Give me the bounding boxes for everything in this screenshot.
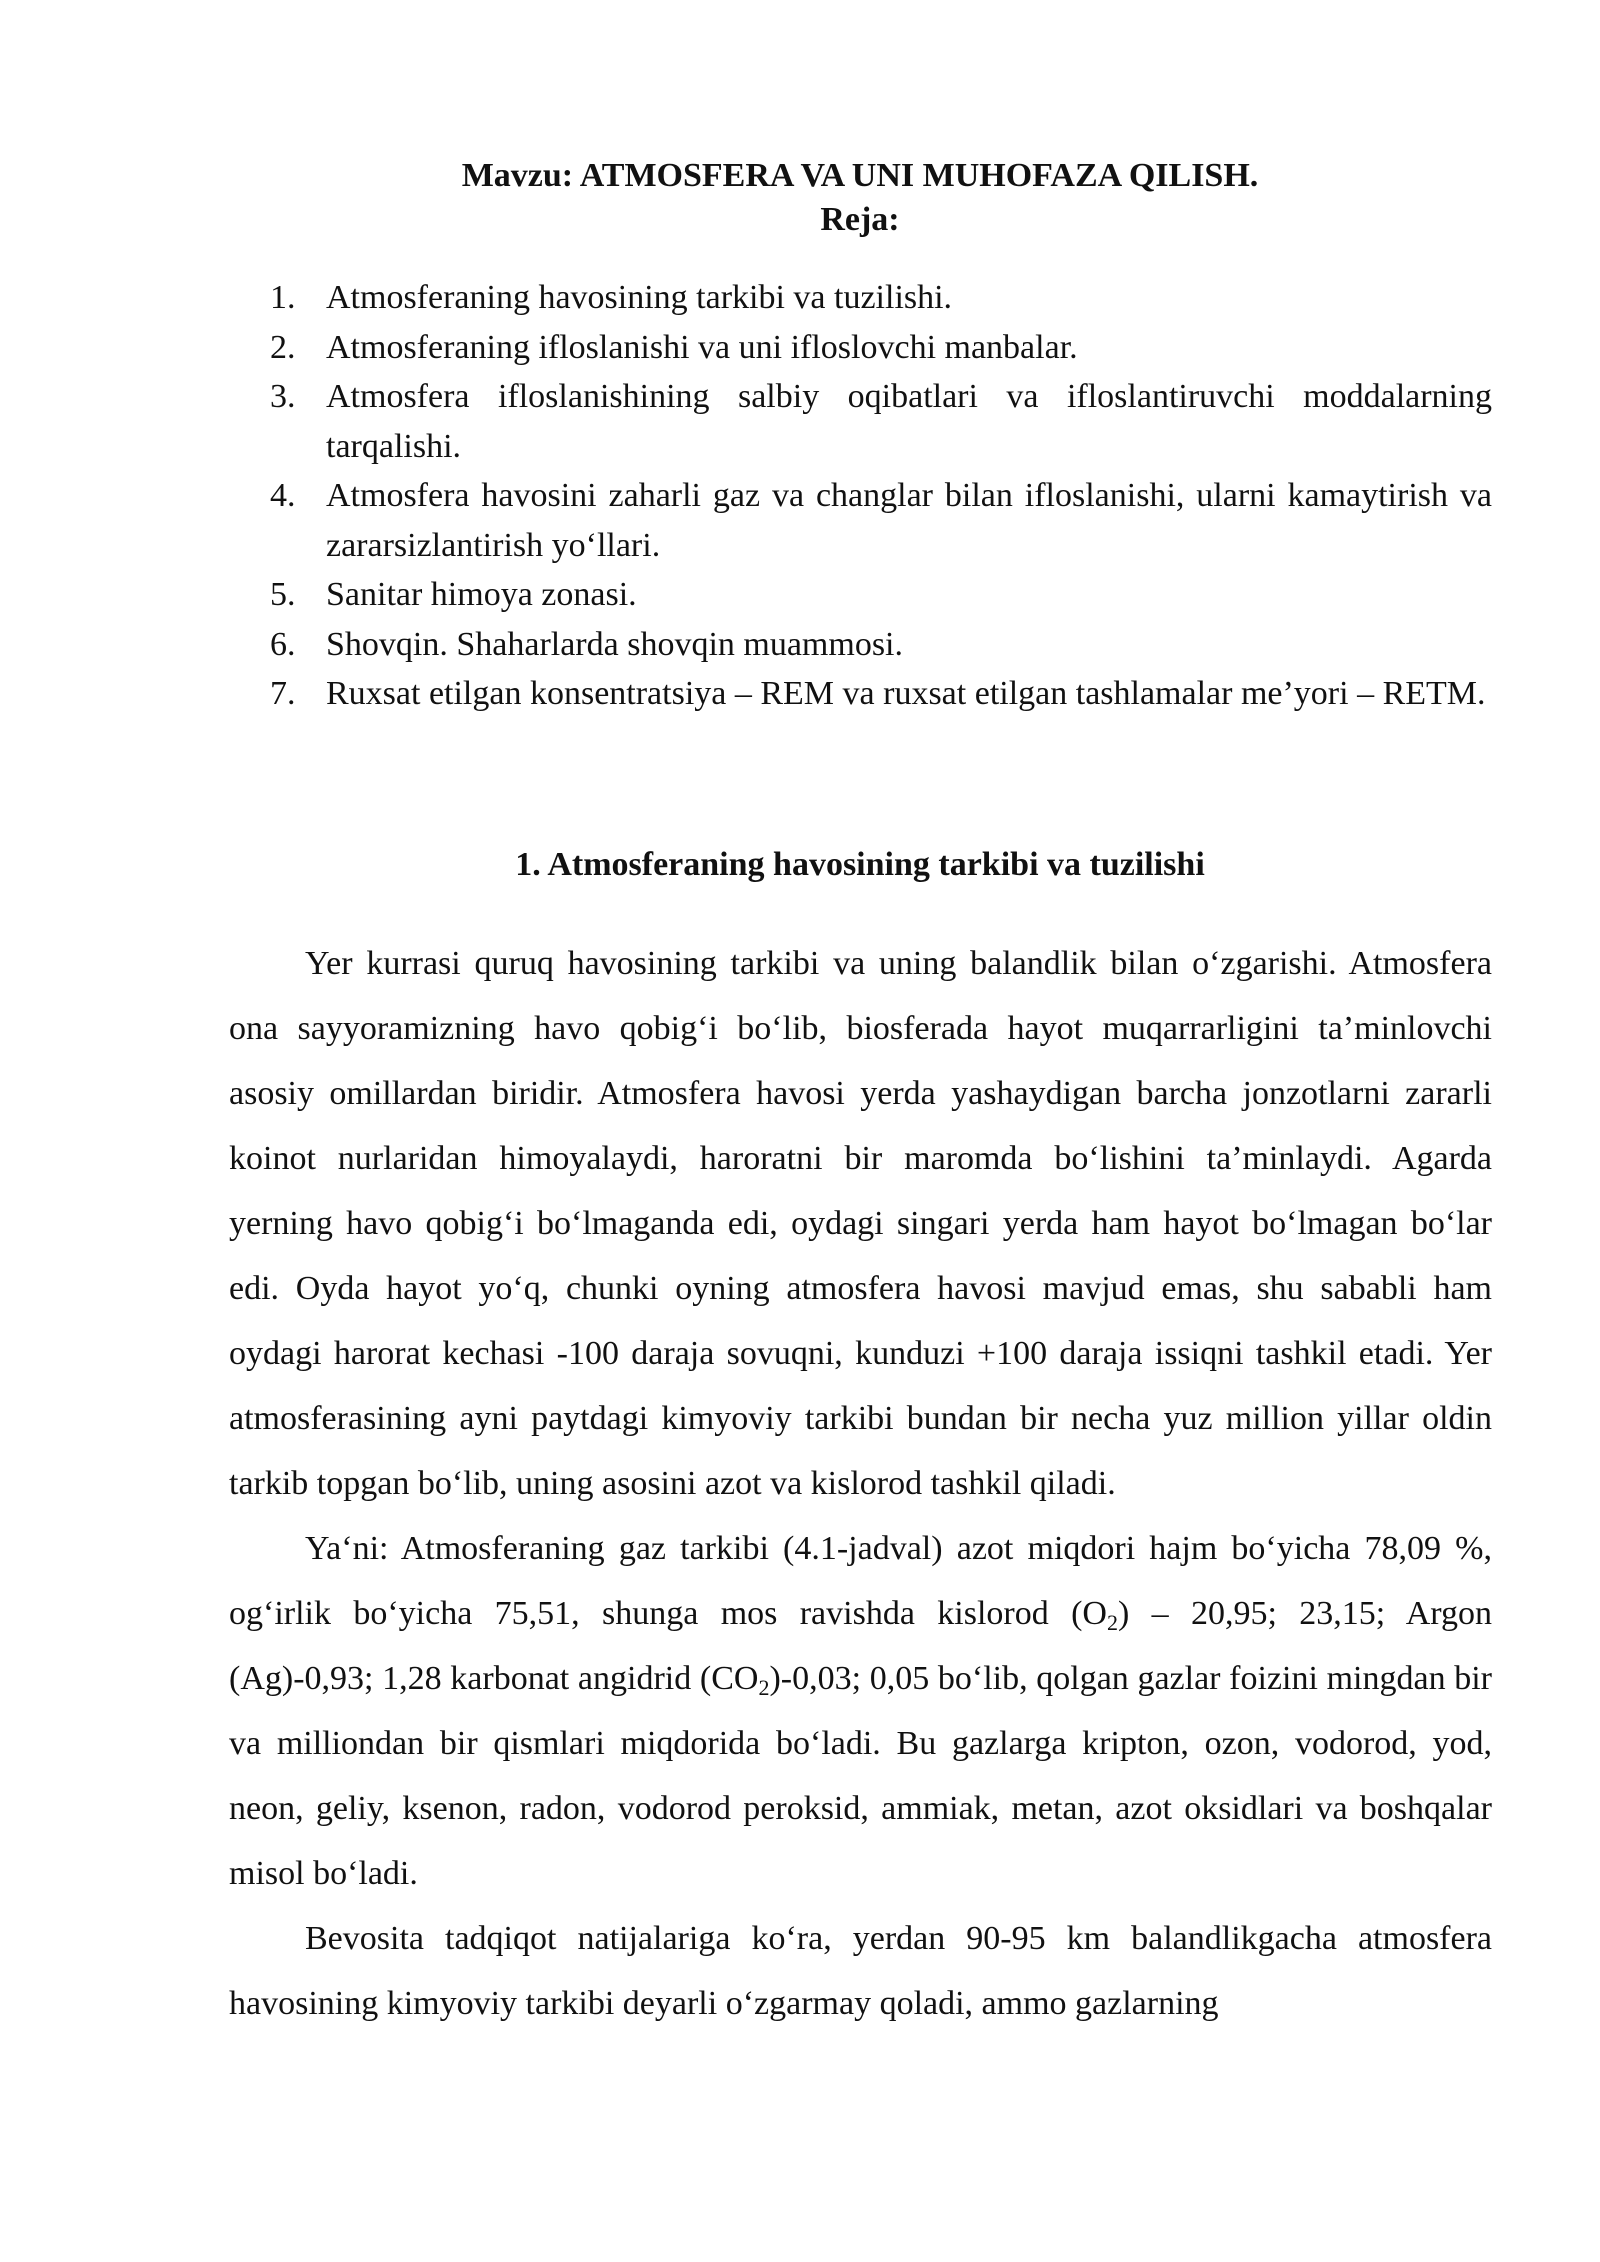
plan-list: [270, 273, 1492, 719]
paragraph-2-text: )-0,03; 0,05 bo‘lib, qolgan gazlar foizini mingdan bir va milliondan bir qismlari miqdorida bo‘ladi. Bu gazlarga kripton, ozon, vodorod, yod, neon, geliy, ksenon, radon, vodorod peroksid, ammiak, metan, azot oksidlari va boshqalar misol bo‘ladi.: [229, 1660, 1493, 1892]
plan-item-text: Shovqin. Shaharlarda shovqin muammosi.: [326, 625, 904, 663]
plan-item-number: 3.: [270, 378, 296, 415]
subscript-2: 2: [1106, 1610, 1118, 1635]
plan-item: [270, 273, 1492, 323]
plan-item-text: Atmosfera havosini zaharli gaz va changlar bilan ifloslanishi, ularni kamaytirish va zararsizlantirish yo‘llari.: [326, 477, 1492, 564]
paragraph-2: [229, 1516, 1492, 1906]
plan-item: [270, 620, 1492, 670]
paragraph-3: Bevosita tadqiqot natijalariga ko‘ra, yerdan 90-95 km balandlikgacha atmosfera havosining kimyoviy tarkibi deyarli o‘zgarmay qoladi, ammo gazlarning: [229, 1920, 1492, 2022]
plan-item-text: Atmosferaning ifloslanishi va uni ifloslovchi manbalar.: [326, 328, 1078, 366]
plan-item-number: 1.: [270, 279, 296, 316]
plan-item: [270, 372, 1492, 471]
plan-item-number: 7.: [270, 675, 296, 712]
paragraph-2-text: Ya‘ni: Atmosferaning gaz tarkibi (4.1-jadval) azot miqdori hajm bo‘yicha 78,09 %, og‘irlik bo‘yicha 75,51, shunga mos ravishda kislorod (O: [229, 1530, 1492, 1632]
body-text: [229, 931, 1492, 2036]
plan-item-number: 2.: [270, 328, 296, 366]
plan-item: [270, 570, 1492, 620]
plan-item-text: Sanitar himoya zonasi.: [326, 576, 637, 613]
plan-item-text: Atmosfera ifloslanishining salbiy oqibatlari va ifloslantiruvchi moddalarning tarqalishi.: [326, 378, 1492, 465]
plan-item: [270, 669, 1492, 719]
plan-item-text: Atmosferaning havosining tarkibi va tuzilishi.: [326, 279, 953, 316]
section-heading: 1. Atmosferaning havosining tarkibi va tuzilishi: [515, 846, 1205, 883]
plan-item-text: Ruxsat etilgan konsentratsiya – REM va ruxsat etilgan tashlamalar me’yori – RETM.: [326, 675, 1486, 712]
paragraph-2-text: ) – 20,95; 23,15; Argon (Ag)-0,93; 1,28 karbonat angidrid (CO: [229, 1595, 1492, 1697]
plan-item: [270, 471, 1492, 570]
plan-item: [270, 323, 1492, 373]
plan-item-number: 4.: [270, 477, 296, 514]
plan-item-number: 6.: [270, 625, 296, 663]
plan-item-number: 5.: [270, 576, 296, 613]
plan-heading: Reja:: [820, 201, 900, 238]
subscript-2: 2: [758, 1675, 770, 1700]
paragraph-1: Yer kurrasi quruq havosining tarkibi va uning balandlik bilan o‘zgarishi. Atmosfera ona sayyoramizning havo qobig‘i bo‘lib, biosferada hayot muqarrarligini ta’minlovchi asosiy omillardan biridir. Atmosfera havosi yerda yashaydigan barcha jonzotlarni zararli koinot nurlaridan himoyalaydi, haroratni bir maromda bo‘lishini ta’minlaydi. Agarda yerning havo qobig‘i bo‘lmaganda edi, oydagi singari yerda ham hayot bo‘lmagan bo‘lar edi. Oyda hayot yo‘q, chunki oyning atmosfera havosi mavjud emas, shu sababli ham oydagi harorat kechasi -100 daraja sovuqni, kunduzi +100 daraja issiqni tashkil etadi. Yer atmosferasining ayni paytdagi kimyoviy tarkibi bundan bir necha yuz million yillar oldin tarkib topgan bo‘lib, uning asosini azot va kislorod tashkil qiladi.: [229, 945, 1492, 1502]
document-title: Mavzu: ATMOSFERA VA UNI MUHOFAZA QILISH.: [461, 157, 1259, 194]
